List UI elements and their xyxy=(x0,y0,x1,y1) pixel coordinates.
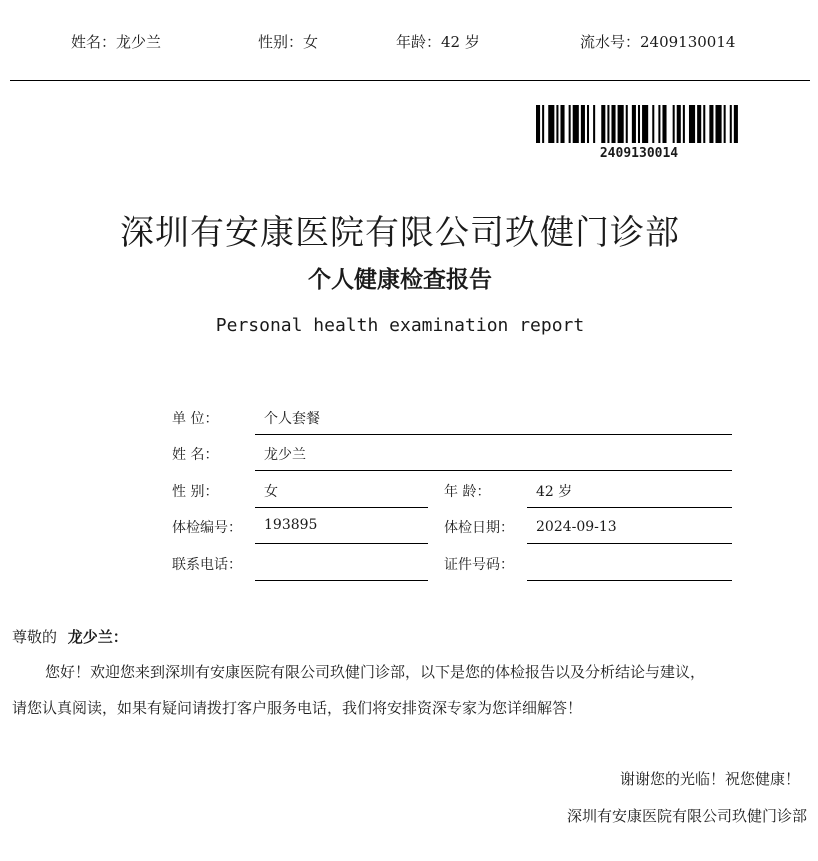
header-age: 年龄：42 岁 xyxy=(396,33,480,51)
unit-underline xyxy=(255,434,732,435)
phone-underline xyxy=(255,580,428,581)
barcode-bar xyxy=(548,105,554,143)
age-value: 42 岁 xyxy=(536,484,573,500)
barcode-bar xyxy=(677,105,681,143)
barcode-bar xyxy=(709,105,713,143)
report-title-cn: 个人健康检查报告 xyxy=(308,266,492,293)
barcode-bar xyxy=(560,105,564,143)
barcode-bar xyxy=(581,105,585,143)
exam-date-label: 体检日期： xyxy=(444,520,514,536)
header-gender: 性别：女 xyxy=(258,33,319,51)
exam-no-underline xyxy=(255,543,428,544)
exam-no-value: 193895 xyxy=(264,517,318,533)
gender-label: 性 别： xyxy=(172,484,219,500)
salutation-name: 龙少兰： xyxy=(67,628,128,646)
age-label: 年 龄： xyxy=(444,484,491,500)
barcode-bar xyxy=(730,105,732,143)
barcode-bar xyxy=(593,105,595,143)
barcode-bar xyxy=(611,105,615,143)
barcode-bar xyxy=(673,105,675,143)
report-title-en: Personal health examination report xyxy=(215,315,585,336)
age-underline xyxy=(527,507,732,508)
barcode-bar xyxy=(573,105,579,143)
barcode-bar xyxy=(658,105,660,143)
gender-value: 女 xyxy=(264,484,278,500)
id-underline xyxy=(527,580,732,581)
name-underline xyxy=(255,470,732,471)
salutation-prefix: 尊敬的 xyxy=(12,628,58,646)
letter-thanks: 谢谢您的光临！祝您健康！ xyxy=(619,770,800,788)
barcode-number: 2409130014 xyxy=(599,146,679,161)
header-name: 姓名：龙少兰 xyxy=(71,33,162,51)
barcode-bar xyxy=(536,105,540,143)
exam-date-underline xyxy=(527,543,732,544)
org-title: 深圳有安康医院有限公司玖健门诊部 xyxy=(120,213,680,253)
barcode-bar xyxy=(569,105,571,143)
barcode-bar xyxy=(601,105,605,143)
barcode-bar xyxy=(715,105,721,143)
letter-line-2: 请您认真阅读，如果有疑问请拨打客户服务电话，我们将安排资深专家为您详细解答！ xyxy=(12,699,583,717)
barcode-bar xyxy=(689,105,695,143)
header-serial: 流水号：2409130014 xyxy=(580,33,736,51)
barcode-bar xyxy=(703,105,705,143)
letter-signature: 深圳有安康医院有限公司玖健门诊部 xyxy=(566,807,807,825)
exam-date-value: 2024-09-13 xyxy=(536,519,617,535)
barcode-bar xyxy=(542,105,544,143)
barcode-bar xyxy=(642,105,648,143)
barcode-bar xyxy=(632,105,636,143)
header-divider xyxy=(10,80,810,81)
barcode-bar xyxy=(638,105,640,143)
barcode-bar xyxy=(683,105,685,143)
barcode-bar xyxy=(662,105,666,143)
letter-line-1: 您好！欢迎您来到深圳有安康医院有限公司玖健门诊部，以下是您的体检报告以及分析结论与建议， xyxy=(45,663,706,681)
name-value: 龙少兰 xyxy=(264,447,306,463)
barcode xyxy=(536,105,742,143)
barcode-bar xyxy=(734,105,738,143)
unit-value: 个人套餐 xyxy=(264,411,320,427)
barcode-bar xyxy=(626,105,628,143)
gender-underline xyxy=(255,507,428,508)
barcode-bar xyxy=(556,105,558,143)
barcode-bar xyxy=(652,105,654,143)
name-label: 姓 名： xyxy=(172,447,219,463)
barcode-bar xyxy=(697,105,701,143)
barcode-bar xyxy=(618,105,624,143)
salutation xyxy=(12,626,128,647)
barcode-bar xyxy=(587,105,589,143)
phone-label: 联系电话： xyxy=(172,557,242,573)
unit-label: 单 位： xyxy=(172,411,219,427)
barcode-bar xyxy=(607,105,609,143)
id-label: 证件号码： xyxy=(444,557,514,573)
barcode-bar xyxy=(724,105,726,143)
exam-no-label: 体检编号： xyxy=(172,520,242,536)
